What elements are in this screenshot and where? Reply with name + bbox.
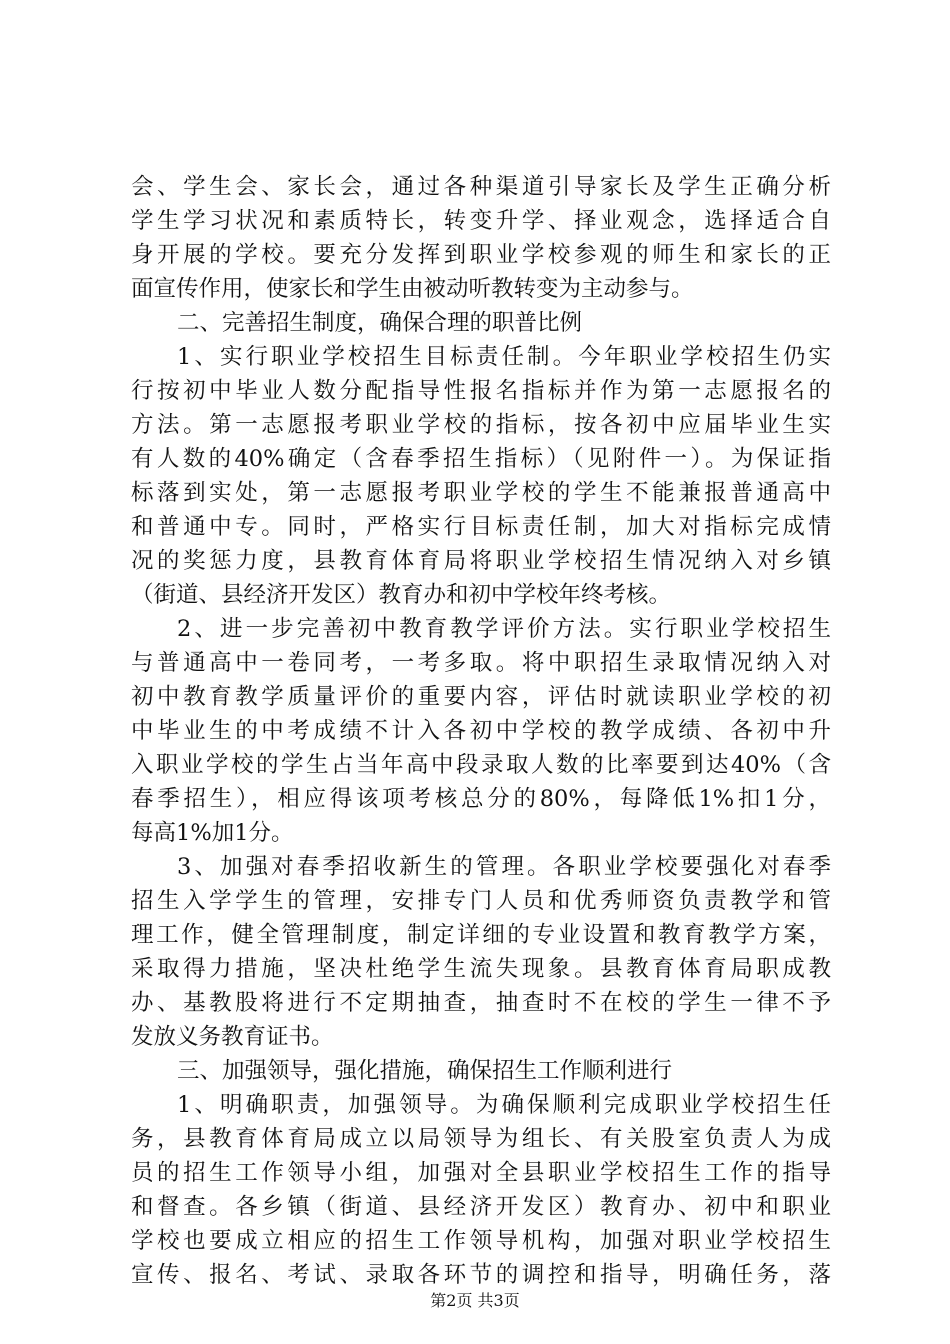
- text-line: 方法。第一志愿报考职业学校的指标，按各初中应届毕业生实: [131, 412, 831, 438]
- text-line: 身开展的学校。要充分发挥到职业学校参观的师生和家长的正: [131, 242, 831, 268]
- text-line: 况的奖惩力度，县教育体育局将职业学校招生情况纳入对乡镇: [131, 548, 831, 574]
- text-line: 和普通中专。同时，严格实行目标责任制，加大对指标完成情: [131, 514, 831, 540]
- text-line: 招生入学学生的管理，安排专门人员和优秀师资负责教学和管: [131, 888, 831, 914]
- text-line: 会、学生会、家长会，通过各种渠道引导家长及学生正确分析: [131, 174, 831, 200]
- text-line: 办、基教股将进行不定期抽查，抽查时不在校的学生一律不予: [131, 990, 831, 1016]
- text-line: 2、进一步完善初中教育教学评价方法。实行职业学校招生: [177, 616, 831, 642]
- text-line: 采取得力措施，坚决杜绝学生流失现象。县教育体育局职成教: [131, 956, 831, 982]
- document-body: [131, 170, 831, 1292]
- text-line: 每高1%加1分。: [131, 820, 294, 846]
- text-line: 春季招生），相应得该项考核总分的80%，每降低1%扣1分，: [131, 786, 831, 812]
- text-line: 与普通高中一卷同考，一考多取。将中职招生录取情况纳入对: [131, 650, 831, 676]
- text-line: 标落到实处，第一志愿报考职业学校的学生不能兼报普通高中: [131, 480, 831, 506]
- text-line: 和督查。各乡镇（街道、县经济开发区）教育办、初中和职业: [131, 1194, 831, 1220]
- text-line: 理工作，健全管理制度，制定详细的专业设置和教育教学方案，: [131, 922, 831, 948]
- text-line: 学生学习状况和素质特长，转变升学、择业观念，选择适合自: [131, 208, 831, 234]
- text-line: （街道、县经济开发区）教育办和初中学校年终考核。: [131, 582, 672, 608]
- text-line: 三、加强领导，强化措施，确保招生工作顺利进行: [177, 1058, 673, 1084]
- text-line: 有人数的40%确定（含春季招生指标）（见附件一）。为保证指: [131, 446, 831, 472]
- text-line: 发放义务教育证书。: [131, 1024, 334, 1050]
- text-line: 二、完善招生制度，确保合理的职普比例: [177, 310, 583, 336]
- text-line: 宣传、报名、考试、录取各环节的调控和指导，明确任务，落: [131, 1262, 831, 1288]
- text-line: 学校也要成立相应的招生工作领导机构，加强对职业学校招生: [131, 1228, 831, 1254]
- text-line: 1、明确职责，加强领导。为确保顺利完成职业学校招生任: [177, 1092, 831, 1118]
- text-line: 行按初中毕业人数分配指导性报名指标并作为第一志愿报名的: [131, 378, 831, 404]
- text-line: 3、加强对春季招收新生的管理。各职业学校要强化对春季: [177, 854, 831, 880]
- text-line: 务，县教育体育局成立以局领导为组长、有关股室负责人为成: [131, 1126, 831, 1152]
- text-line: 入职业学校的学生占当年高中段录取人数的比率要到达40%（含: [131, 752, 831, 778]
- text-line: 1、实行职业学校招生目标责任制。今年职业学校招生仍实: [177, 344, 831, 370]
- text-line: 员的招生工作领导小组，加强对全县职业学校招生工作的指导: [131, 1160, 831, 1186]
- page-footer: 第2页 共3页: [430, 1291, 520, 1310]
- text-line: 中毕业生的中考成绩不计入各初中学校的教学成绩、各初中升: [131, 718, 831, 744]
- text-line: 初中教育教学质量评价的重要内容，评估时就读职业学校的初: [131, 684, 831, 710]
- text-line: 面宣传作用，使家长和学生由被动听教转变为主动参与。: [131, 276, 694, 302]
